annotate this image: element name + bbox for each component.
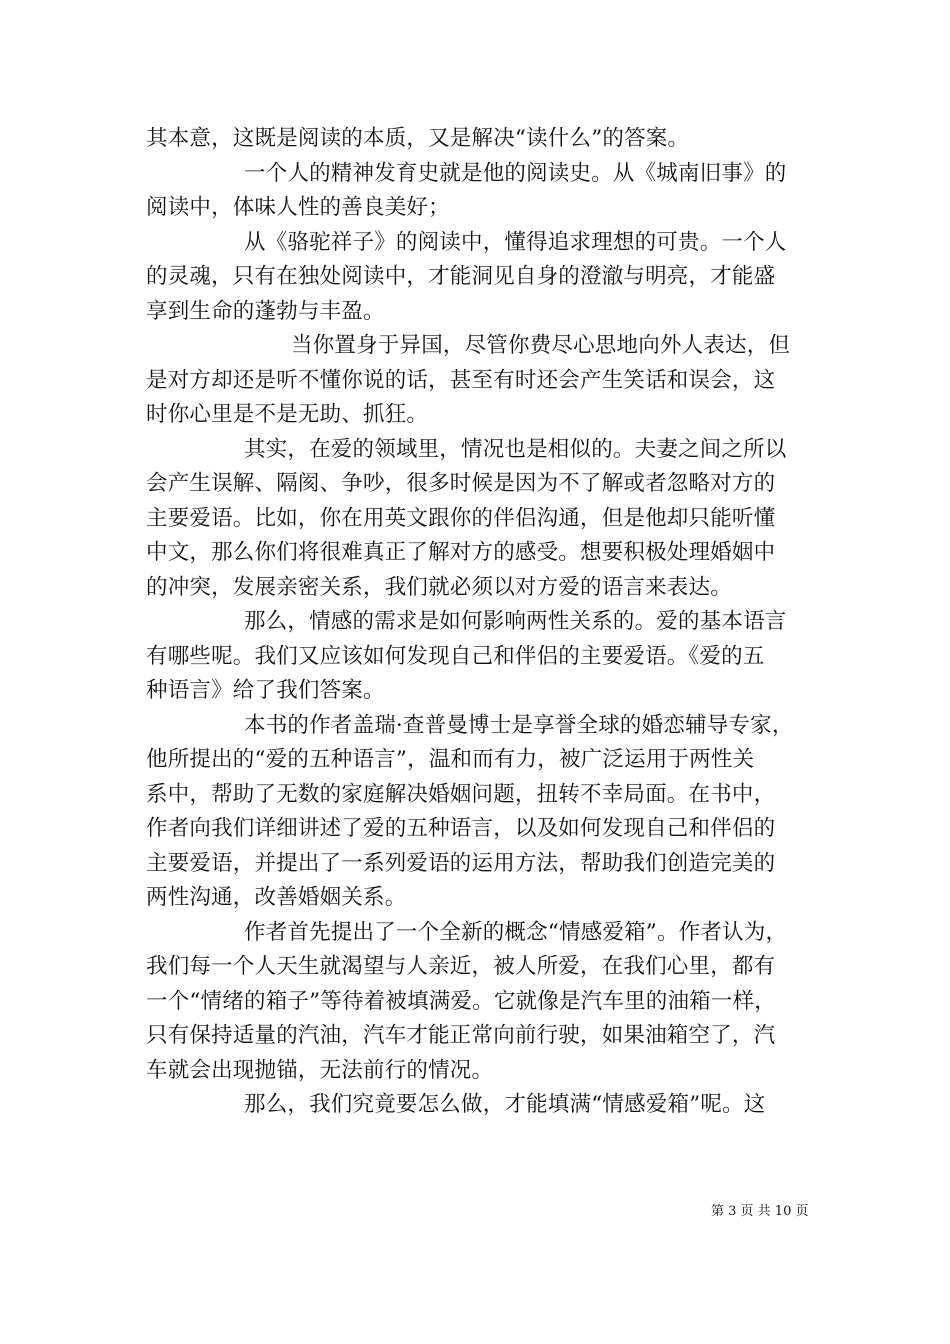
text-line: 主要爱语。比如，你在用英文跟你的伴侣沟通，但是他却只能听懂 (146, 505, 776, 531)
text-line: 时你心里是不是无助、抓狂。 (146, 402, 429, 427)
paragraph (146, 605, 810, 709)
page-number: 第 3 页 共 10 页 (711, 1204, 809, 1219)
text-line: 其本意，这既是阅读的本质，又是解决“读什么”的答案。 (146, 126, 690, 151)
paragraph (146, 226, 810, 330)
paragraph (146, 157, 810, 226)
text-line: 享到生命的蓬勃与丰盈。 (146, 298, 385, 324)
text-line: 是对方却还是听不懂你说的话，甚至有时还会产生笑话和误会，这 (146, 367, 776, 393)
body-text (146, 122, 810, 1123)
text-line: 的灵魂，只有在独处阅读中，才能洞见自身的澄澈与明亮，才能盛 (146, 264, 776, 289)
text-line: 种语言》给了我们答案。 (146, 678, 385, 703)
text-line: 我们每一个人天生就渴望与人亲近，被人所爱，在我们心里，都有 (146, 954, 776, 979)
paragraph (146, 122, 810, 157)
text-line: 作者首先提出了一个全新的概念“情感爱箱”。作者认为， (244, 919, 788, 945)
text-line: 本书的作者盖瑞·查普曼博士是享誉全球的婚恋辅导专家， (244, 712, 794, 738)
text-line: 阅读中，体味人性的善良美好； (146, 195, 450, 220)
text-line: 从《骆驼祥子》的阅读中，懂得追求理想的可贵。一个人 (244, 229, 787, 255)
text-line: 的冲突，发展亲密关系，我们就必须以对方爱的语言来表达。 (146, 574, 732, 600)
text-line: 作者向我们详细讲述了爱的五种语言，以及如何发现自己和伴侣的 (146, 816, 776, 841)
text-line: 主要爱语，并提出了一系列爱语的运用方法，帮助我们创造完美的 (146, 850, 776, 876)
text-line: 其实，在爱的领域里，情况也是相似的。夫妻之间之所以 (244, 436, 787, 462)
text-line: 会产生误解、隔阂、争吵，很多时候是因为不了解或者忽略对方的 (146, 471, 776, 496)
text-line: 那么，情感的需求是如何影响两性关系的。爱的基本语言 (244, 609, 787, 634)
text-line: 只有保持适量的汽油，汽车才能正常向前行驶，如果油箱空了，汽 (146, 1023, 776, 1048)
text-line: 他所提出的“爱的五种语言”，温和而有力，被广泛运用于两性关 (146, 747, 755, 772)
text-line: 当你置身于异国，尽管你费尽心思地向外人表达，但 (291, 333, 791, 358)
text-line: 有哪些呢。我们又应该如何发现自己和伴侣的主要爱语。《爱的五 (146, 643, 765, 669)
paragraph (146, 433, 810, 606)
text-line: 系中，帮助了无数的家庭解决婚姻问题，扭转不幸局面。在书中， (146, 781, 776, 807)
text-line: 中文，那么你们将很难真正了解对方的感受。想要积极处理婚姻中 (146, 540, 776, 565)
text-line: 两性沟通，改善婚姻关系。 (146, 885, 407, 910)
paragraph (146, 1088, 810, 1123)
text-line: 那么，我们究竟要怎么做，才能填满“情感爱箱”呢。这 (244, 1092, 766, 1117)
paragraph (146, 329, 810, 433)
paragraph (146, 709, 810, 916)
paragraph (146, 916, 810, 1089)
text-line: 一个“情绪的箱子”等待着被填满爱。它就像是汽车里的油箱一样， (146, 988, 776, 1014)
text-line: 一个人的精神发育史就是他的阅读史。从《城南旧事》的 (244, 160, 787, 186)
text-line: 车就会出现抛锚，无法前行的情况。 (146, 1057, 494, 1083)
